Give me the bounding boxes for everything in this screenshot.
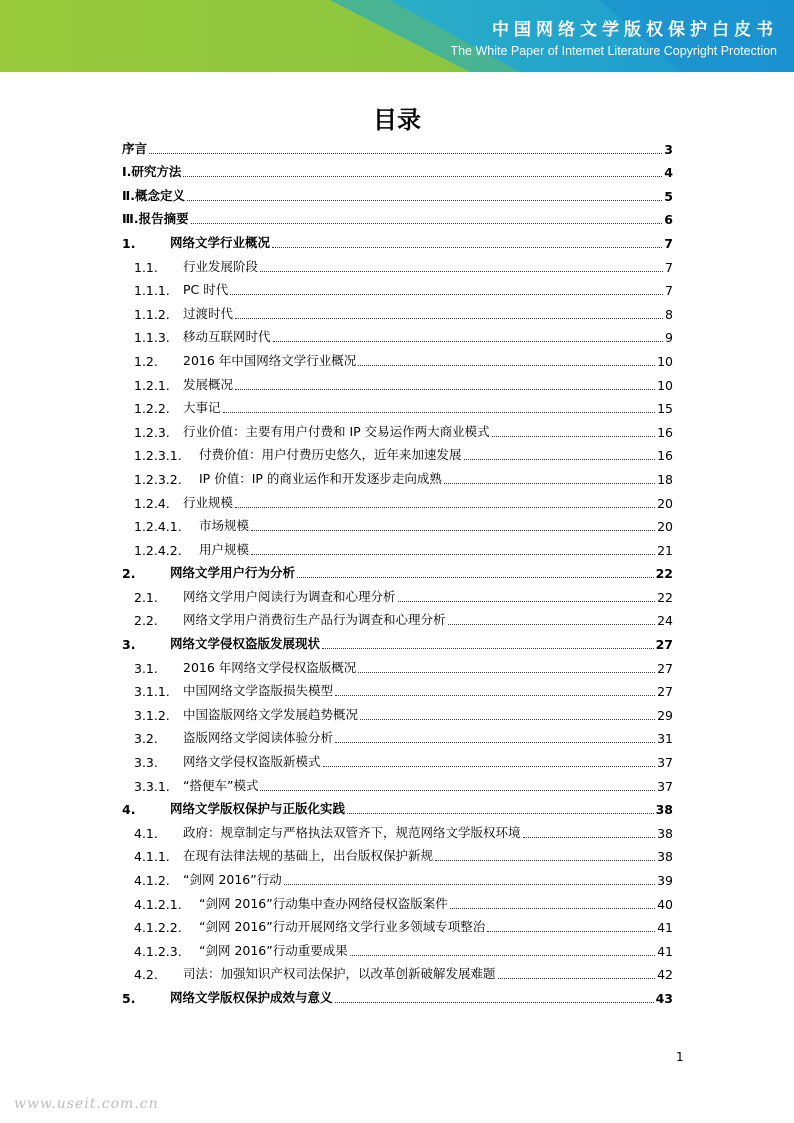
toc-dot-leader (487, 919, 655, 932)
toc-dot-leader (448, 612, 656, 625)
toc-entry-label: 网络文学版权保护成效与意义 (170, 989, 333, 1005)
toc-entry[interactable] (122, 770, 673, 794)
toc-entry-label: PC 时代 (183, 282, 229, 298)
toc-entry-label: 行业发展阶段 (183, 258, 259, 274)
toc-dot-leader (347, 801, 654, 814)
toc-dot-leader (272, 235, 662, 248)
toc-entry-page: 10 (657, 353, 673, 369)
toc-entry-number: 2.1. (134, 589, 158, 605)
toc-entry-page: 21 (657, 542, 673, 558)
toc-dot-leader (360, 707, 655, 720)
toc-dot-leader (358, 660, 655, 673)
toc-dot-leader (322, 636, 654, 649)
toc-entry-number: 1.2.3.1. (134, 448, 182, 464)
toc-entry-number: 4. (122, 802, 136, 818)
toc-entry-page: 7 (665, 283, 673, 299)
toc-entry[interactable] (122, 558, 673, 582)
toc-entry[interactable] (122, 746, 673, 770)
toc-dot-leader (297, 565, 654, 578)
toc-entry[interactable] (122, 864, 673, 888)
page-number: 1 (676, 1050, 684, 1064)
toc-entry[interactable] (122, 393, 673, 417)
toc-entry[interactable] (122, 227, 673, 251)
toc-dot-leader (235, 495, 655, 508)
toc-entry-page: 3 (664, 141, 673, 157)
toc-entry-page: 27 (657, 684, 673, 700)
toc-entry-number: 2.2. (134, 613, 158, 629)
toc-entry-label: 大事记 (183, 400, 221, 416)
toc-entry[interactable] (122, 888, 673, 912)
toc-entry-page: 41 (657, 943, 673, 959)
toc-entry[interactable] (122, 652, 673, 676)
header-banner (0, 0, 794, 72)
toc-entry[interactable] (122, 699, 673, 723)
toc-dot-leader (235, 377, 655, 390)
toc-entry[interactable] (122, 723, 673, 747)
toc-entry-number: 1.1.2. (134, 306, 170, 322)
toc-entry-page: 5 (664, 188, 673, 204)
toc-dot-leader (323, 754, 656, 767)
toc-entry[interactable] (122, 511, 673, 535)
toc-entry-number: 1.2.3. (134, 424, 170, 440)
table-of-contents (122, 133, 673, 1006)
toc-entry-page: 37 (657, 778, 673, 794)
toc-entry-page: 16 (657, 448, 673, 464)
toc-dot-leader (450, 896, 655, 909)
toc-entry-label: 过渡时代 (183, 305, 234, 321)
toc-entry[interactable] (122, 463, 673, 487)
toc-entry-label: Ⅰ.研究方法 (122, 164, 182, 180)
toc-entry-label: 司法：加强知识产权司法保护，以改革创新破解发展难题 (183, 966, 496, 982)
toc-dot-leader (523, 825, 656, 838)
toc-entry[interactable] (122, 605, 673, 629)
toc-entry[interactable] (122, 345, 673, 369)
toc-entry[interactable] (122, 157, 673, 181)
toc-entry-label: Ⅲ.报告摘要 (122, 211, 189, 227)
toc-entry-page: 8 (665, 306, 673, 322)
toc-entry-page: 31 (657, 731, 673, 747)
toc-entry-page: 40 (657, 896, 673, 912)
toc-entry-number: 1.2.2. (134, 401, 170, 417)
toc-entry-number: 1.1. (134, 259, 158, 275)
toc-entry-number: 3.2. (134, 731, 158, 747)
toc-entry[interactable] (122, 416, 673, 440)
toc-entry-page: 27 (657, 660, 673, 676)
toc-entry-label: 2016 年中国网络文学行业概况 (183, 352, 357, 368)
toc-entry-label: 市场规模 (199, 518, 250, 534)
toc-dot-leader (498, 966, 656, 979)
toc-entry-page: 38 (657, 849, 673, 865)
toc-entry-label: 政府：规章制定与严格执法双管齐下，规范网络文学版权环境 (183, 824, 521, 840)
toc-entry-label: 网络文学用户阅读行为调查和心理分析 (183, 588, 396, 604)
toc-entry-label: 在现有法律法规的基础上，出台版权保护新规 (183, 848, 434, 864)
toc-entry-page: 18 (657, 471, 673, 487)
toc-entry-number: 3.1.1. (134, 684, 170, 700)
toc-entry-page: 15 (657, 401, 673, 417)
toc-entry-number: 3.1.2. (134, 707, 170, 723)
toc-entry[interactable] (122, 369, 673, 393)
toc-entry-number: 3.3. (134, 755, 158, 771)
toc-entry-number: 1.2.1. (134, 377, 170, 393)
toc-entry-page: 27 (655, 637, 673, 653)
toc-entry-label: 2016 年网络文学侵权盗版概况 (183, 659, 357, 675)
toc-entry-page: 42 (657, 967, 673, 983)
toc-dot-leader (187, 188, 662, 201)
toc-entry-page: 41 (657, 920, 673, 936)
toc-dot-leader (398, 589, 656, 602)
toc-entry-page: 29 (657, 707, 673, 723)
toc-entry-number: 3.1. (134, 660, 158, 676)
toc-entry-label: Ⅱ.概念定义 (122, 187, 185, 203)
toc-entry-number: 4.1.2.2. (134, 920, 182, 936)
toc-dot-leader (464, 447, 656, 460)
toc-entry[interactable] (122, 676, 673, 700)
toc-entry[interactable] (122, 298, 673, 322)
toc-entry[interactable] (122, 982, 673, 1006)
toc-dot-leader (223, 400, 656, 413)
toc-entry-label: “搭便车”模式 (183, 777, 259, 793)
toc-entry-label: 盗版网络文学阅读体验分析 (183, 730, 334, 746)
toc-dot-leader (335, 730, 655, 743)
toc-dot-leader (251, 518, 655, 531)
header-subtitle: The White Paper of Internet Literature Copyright Protection (450, 44, 777, 58)
toc-entry-label: 网络文学侵权盗版发展现状 (170, 636, 321, 652)
toc-entry-number: 1.2.3.2. (134, 471, 182, 487)
toc-dot-leader (435, 848, 655, 861)
toc-entry-page: 37 (657, 755, 673, 771)
toc-entry-number: 1.2.4. (134, 495, 170, 511)
toc-entry-label: 行业价值：主要有用户付费和 IP 交易运作两大商业模式 (183, 423, 490, 439)
toc-entry-label: 付费价值：用户付费历史悠久，近年来加速发展 (199, 447, 462, 463)
toc-entry-number: 1.2.4.1. (134, 519, 182, 535)
toc-dot-leader (350, 943, 655, 956)
toc-dot-leader (260, 259, 663, 272)
toc-entry-label: 移动互联网时代 (183, 329, 271, 345)
toc-entry-label: “剑网 2016”行动重要成果 (199, 942, 348, 958)
toc-dot-leader (260, 778, 655, 791)
toc-entry-page: 7 (664, 235, 673, 251)
toc-dot-leader (149, 141, 662, 154)
toc-entry-number: 4.2. (134, 967, 158, 983)
toc-entry-number: 4.1.2.3. (134, 943, 182, 959)
toc-entry-label: 网络文学侵权盗版新模式 (183, 754, 321, 770)
toc-entry[interactable] (122, 204, 673, 228)
toc-entry[interactable] (122, 440, 673, 464)
toc-entry-label: 中国网络文学盗版损失模型 (183, 683, 334, 699)
toc-entry-number: 1.1.3. (134, 330, 170, 346)
toc-entry-label: “剑网 2016”行动集中查办网络侵权盗版案件 (199, 895, 448, 911)
toc-entry-number: 1. (122, 235, 136, 251)
toc-entry-page: 43 (655, 990, 673, 1006)
toc-entry[interactable] (122, 322, 673, 346)
toc-title: 目录 (373, 106, 421, 134)
toc-entry-number: 4.1. (134, 825, 158, 841)
toc-entry-page: 22 (657, 589, 673, 605)
toc-entry[interactable] (122, 534, 673, 558)
toc-entry-number: 3.3.1. (134, 778, 170, 794)
toc-entry[interactable] (122, 628, 673, 652)
toc-dot-leader (191, 211, 663, 224)
toc-entry-page: 24 (657, 613, 673, 629)
toc-dot-leader (284, 872, 655, 885)
toc-entry-number: 1.2. (134, 353, 158, 369)
toc-entry-number: 4.1.1. (134, 849, 170, 865)
toc-entry-label: “剑网 2016”行动 (183, 872, 282, 887)
toc-dot-leader (230, 282, 663, 295)
header-title: 中国网络文学版权保护白皮书 (492, 20, 778, 40)
toc-entry-page: 20 (657, 495, 673, 511)
toc-entry-page: 38 (655, 802, 673, 818)
toc-entry-number: 5. (122, 990, 136, 1006)
toc-entry[interactable] (122, 817, 673, 841)
toc-entry-page: 10 (657, 377, 673, 393)
toc-entry[interactable] (122, 251, 673, 275)
toc-entry[interactable] (122, 841, 673, 865)
toc-entry[interactable] (122, 275, 673, 299)
toc-entry-number: 1.2.4.2. (134, 542, 182, 558)
toc-entry-page: 6 (664, 212, 673, 228)
toc-entry-page: 39 (657, 873, 673, 888)
toc-dot-leader (273, 329, 664, 342)
toc-entry-page: 20 (657, 519, 673, 535)
toc-entry-number: 4.1.2. (134, 873, 170, 888)
toc-entry[interactable] (122, 487, 673, 511)
toc-entry-page: 4 (664, 165, 673, 181)
toc-entry-page: 9 (665, 330, 673, 346)
toc-entry-label: 网络文学用户行为分析 (170, 565, 296, 581)
toc-entry[interactable] (122, 912, 673, 936)
toc-entry-label: IP 价值：IP 的商业运作和开发逐步走向成熟 (199, 470, 442, 486)
toc-entry-number: 3. (122, 637, 136, 653)
toc-entry-label: 网络文学用户消费衍生产品行为调查和心理分析 (183, 612, 446, 628)
toc-entry-label: 用户规模 (199, 541, 250, 557)
toc-entry-label: 行业规模 (183, 494, 234, 510)
toc-entry-page: 16 (657, 424, 673, 440)
toc-entry-page: 7 (665, 259, 673, 275)
toc-dot-leader (444, 471, 655, 484)
toc-dot-leader (235, 306, 663, 319)
toc-entry-number: 4.1.2.1. (134, 896, 182, 912)
toc-entry-label: 发展概况 (183, 376, 234, 392)
toc-dot-leader (183, 164, 662, 177)
toc-entry[interactable] (122, 959, 673, 983)
toc-dot-leader (251, 542, 655, 555)
toc-dot-leader (358, 353, 655, 366)
toc-entry-page: 38 (657, 825, 673, 841)
toc-entry-label: 中国盗版网络文学发展趋势概况 (183, 706, 359, 722)
toc-dot-leader (335, 990, 654, 1003)
toc-entry[interactable] (122, 133, 673, 157)
toc-entry-number: 2. (122, 566, 136, 582)
toc-entry-label: 序言 (122, 140, 148, 156)
toc-entry[interactable] (122, 935, 673, 959)
toc-entry-number: 1.1.1. (134, 283, 170, 299)
toc-entry[interactable] (122, 180, 673, 204)
toc-dot-leader (335, 683, 655, 696)
toc-entry-label: “剑网 2016”行动开展网络文学行业多领域专项整治 (199, 919, 486, 935)
toc-entry[interactable] (122, 794, 673, 818)
toc-entry-label: 网络文学版权保护与正版化实践 (170, 801, 346, 817)
toc-entry-label: 网络文学行业概况 (170, 234, 271, 250)
toc-dot-leader (492, 424, 655, 437)
watermark: www.useit.com.cn (14, 1096, 159, 1112)
toc-entry-page: 22 (655, 566, 673, 582)
toc-entry[interactable] (122, 581, 673, 605)
